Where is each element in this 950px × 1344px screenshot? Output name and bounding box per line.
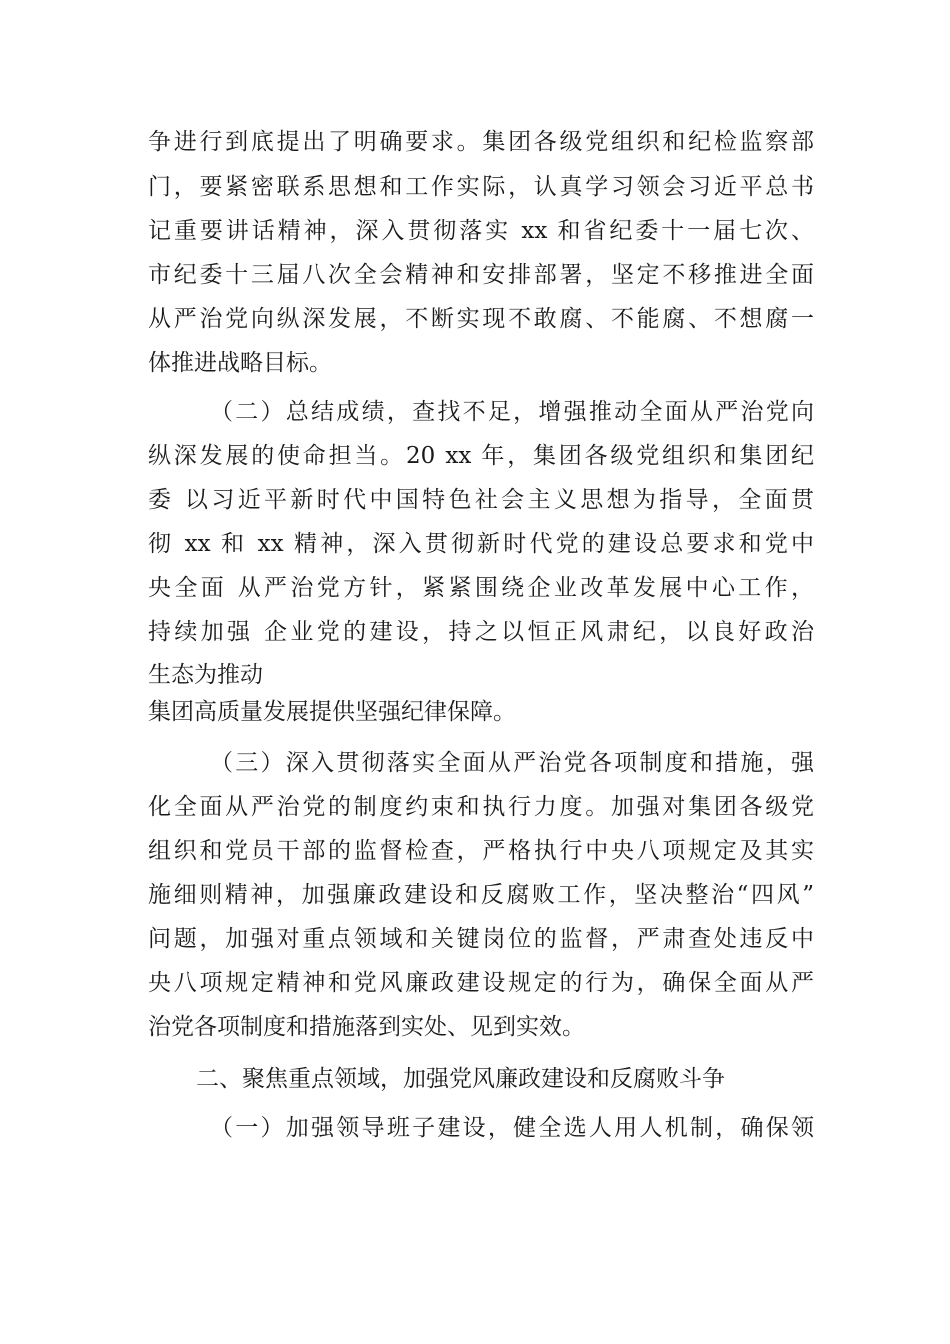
text-line: 记重要讲话精神，深入贯彻落实 xx 和省纪委十一届七次、 [148,218,814,244]
text-line: 化全面从严治党的制度约束和执行力度。加强对集团各级党 [148,794,814,820]
text-line: 体推进战略目标。 [148,350,332,376]
text-line: （二）总结成绩，查找不足，增强推动全面从严治党向 [210,399,814,425]
section-heading: 二、聚焦重点领域，加强党风廉政建设和反腐败斗争 [196,1066,725,1092]
text-line: 问题，加强对重点领域和关键岗位的监督，严肃查处违反中 [148,926,814,952]
text-line: 门，要紧密联系思想和工作实际，认真学习领会习近平总书 [148,174,814,200]
text-line: 纵深发展的使命担当。20 xx 年，集团各级党组织和集团纪 [148,443,814,469]
text-line: （三）深入贯彻落实全面从严治党各项制度和措施，强 [210,750,814,776]
text-line: 持续加强 企业党的建设，持之以恒正风肃纪，以良好政治 [148,619,814,645]
text-line: 央八项规定精神和党风廉政建设规定的行为，确保全面从严 [148,970,814,996]
text-line: 治党各项制度和措施落到实处、见到实效。 [148,1014,585,1040]
text-line: 生态为推动 [148,662,263,688]
text-line: 组织和党员干部的监督检查，严格执行中央八项规定及其实 [148,838,814,864]
text-line: 市纪委十三届八次全会精神和安排部署，坚定不移推进全面 [148,262,814,288]
text-line: 争进行到底提出了明确要求。集团各级党组织和纪检监察部 [148,129,814,155]
text-line: 集团高质量发展提供坚强纪律保障。 [148,699,516,725]
text-line: 央全面 从严治党方针，紧紧围绕企业改革发展中心工作， [148,575,814,601]
text-line: 施细则精神，加强廉政建设和反腐败工作，坚决整治“四风” [148,882,814,908]
text-line: （一）加强领导班子建设，健全选人用人机制，确保领 [210,1115,814,1141]
text-line: 彻 xx 和 xx 精神，深入贯彻新时代党的建设总要求和党中 [148,531,814,557]
text-line: 从严治党向纵深发展，不断实现不敢腐、不能腐、不想腐一 [148,306,814,332]
text-line: 委 以习近平新时代中国特色社会主义思想为指导，全面贯 [148,487,814,513]
